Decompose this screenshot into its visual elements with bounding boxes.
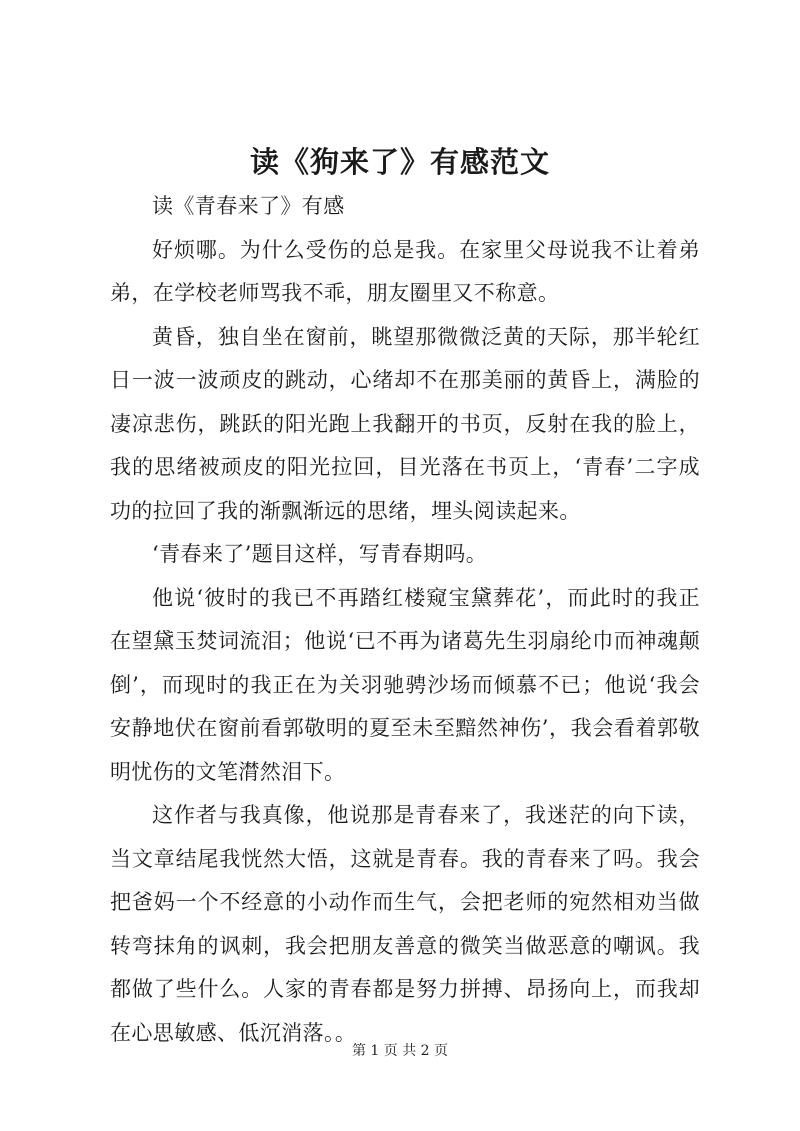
page-number-footer: 第 1 页 共 2 页 xyxy=(351,1043,449,1059)
paragraph-subtitle: 读《青春来了》有感 xyxy=(152,194,345,218)
paragraph-4: 他说‘彼时的我已不再踏红楼窥宝黛葬花’，而此时的我正在望黛玉焚词流泪；他说‘已不再为诸葛先生羽扇纶巾而神魂颠倒’，而现时的我正在为关羽驰骋沙场而倾慕不已；他说‘我会安静地伏在窗前看郭敬明的夏至未至黯然神伤’，我会看着郭敬明忧伤的文笔潸然泪下。 xyxy=(110,585,700,784)
paragraph-5: 这作者与我真像，他说那是青春来了，我迷茫的向下读，当文章结尾我恍然大悟，这就是青春。我的青春来了吗。我会把爸妈一个不经意的小动作而生气，会把老师的宛然相劝当做转弯抹角的讽刺，我会把朋友善意的微笑当做恶意的嘲讽。我都做了些什么。人家的青春都是努力拼搏、昂扬向上，而我却在心思敏感、低沉消落。。 xyxy=(110,803,700,1045)
document-body xyxy=(110,185,700,1055)
document-title: 读《狗来了》有感范文 xyxy=(249,145,550,179)
paragraph-3: ‘青春来了’题目这样，写青春期吗。 xyxy=(152,542,488,566)
paragraph-1: 好烦哪。为什么受伤的总是我。在家里父母说我不让着弟弟，在学校老师骂我不乖，朋友圈里又不称意。 xyxy=(110,237,700,305)
paragraph-2: 黄昏，独自坐在窗前，眺望那微微泛黄的天际，那半轮红日一波一波顽皮的跳动，心绪却不在那美丽的黄昏上，满脸的凄凉悲伤，跳跃的阳光跑上我翻开的书页，反射在我的脸上，我的思绪被顽皮的阳光拉回，目光落在书页上，‘青春’二字成功的拉回了我的渐飘渐远的思绪，埋头阅读起来。 xyxy=(110,324,700,523)
